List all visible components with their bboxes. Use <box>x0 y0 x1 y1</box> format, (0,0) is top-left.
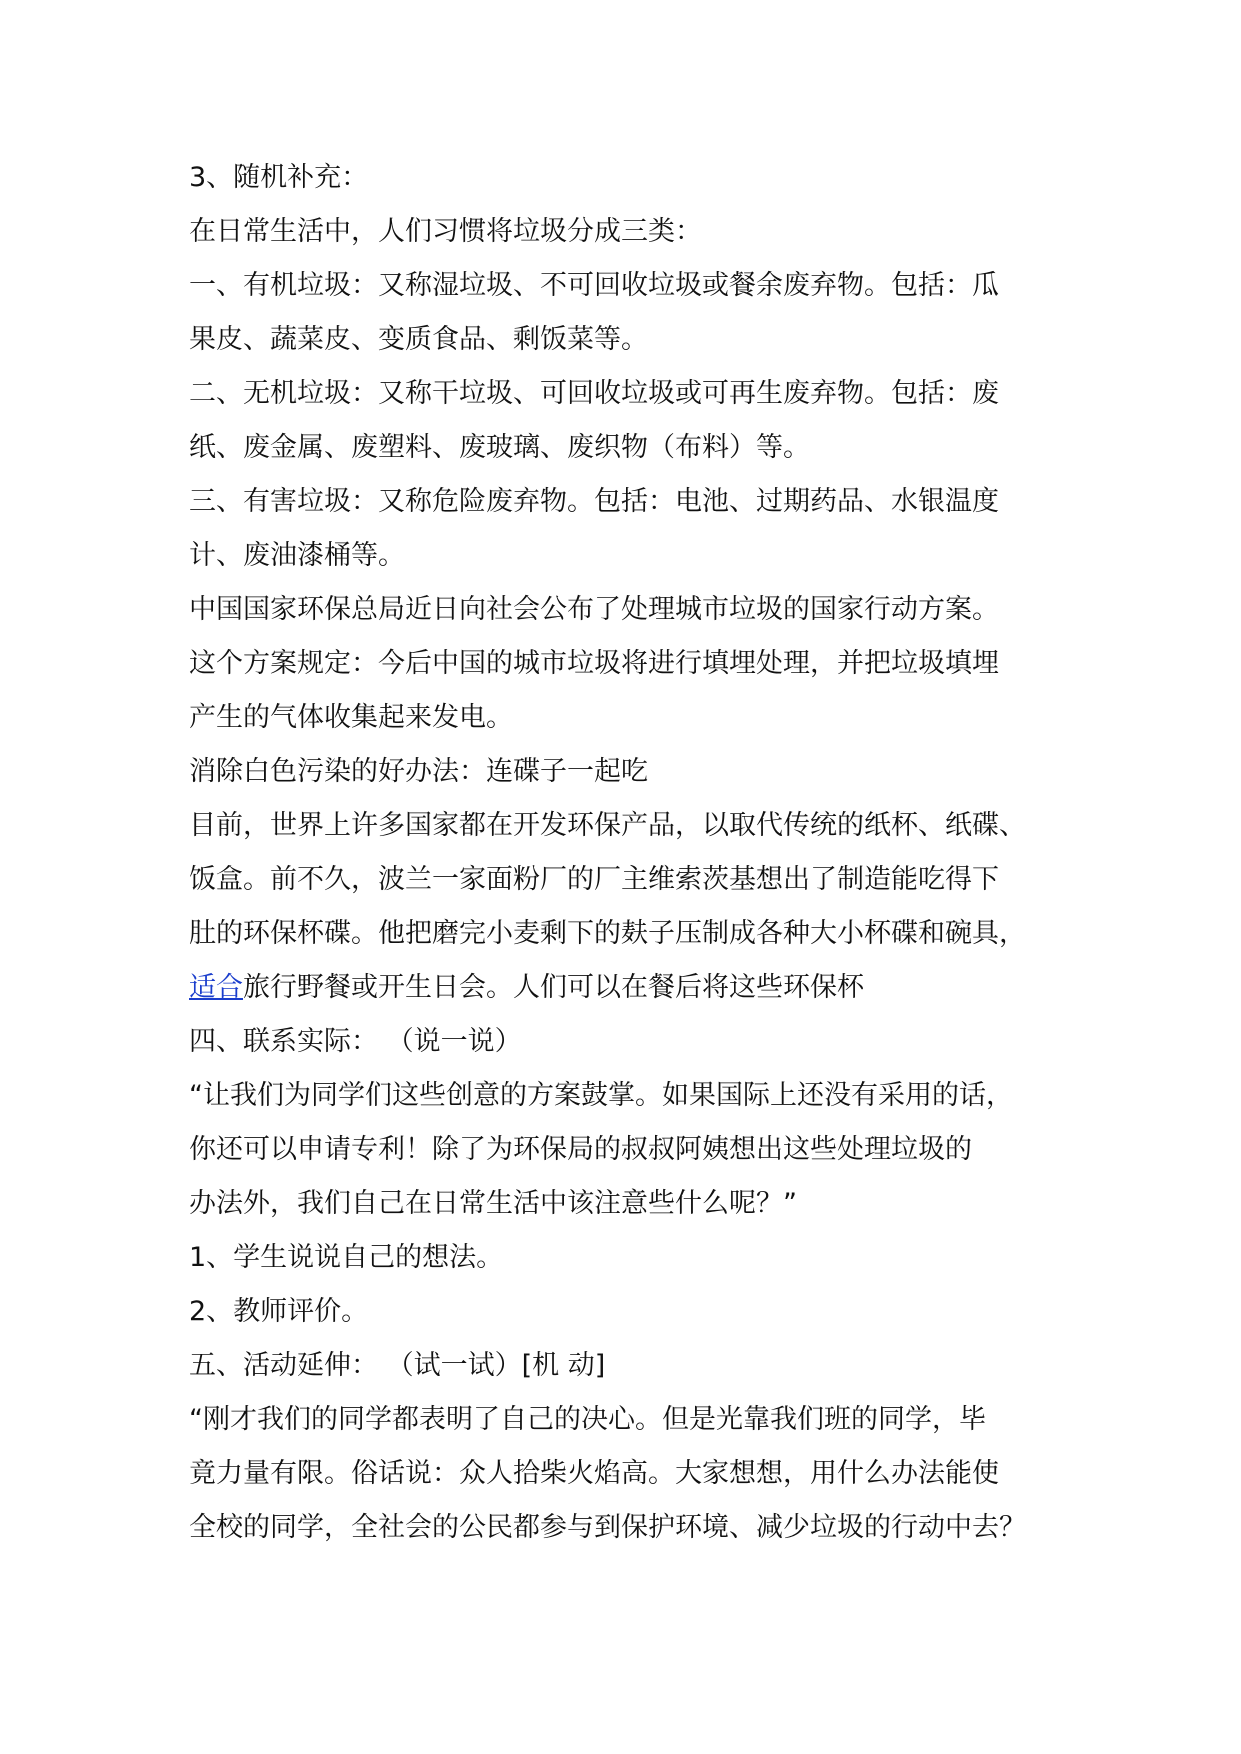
text-line: 1、学生说说自己的想法。 <box>189 1242 504 1273</box>
text-line: 这个方案规定：今后中国的城市垃圾将进行填埋处理，并把垃圾填埋 <box>189 648 999 679</box>
text-line: “刚才我们的同学都表明了自己的决心。但是光靠我们班的同学，毕 <box>189 1404 986 1435</box>
text-line: 四、联系实际： （说一说） <box>189 1026 522 1057</box>
text-line: 你还可以申请专利！除了为环保局的叔叔阿姨想出这些处理垃圾的 <box>189 1134 972 1165</box>
text-line: 肚的环保杯碟。他把磨完小麦剩下的麸子压制成各种大小杯碟和碗具， <box>189 918 1026 949</box>
text-line: 一、有机垃圾：又称湿垃圾、不可回收垃圾或餐余废弃物。包括：瓜 <box>189 270 999 301</box>
text-line: 五、活动延伸： （试一试）[机 动] <box>189 1350 606 1381</box>
text-line: 二、无机垃圾：又称干垃圾、可回收垃圾或可再生废弃物。包括：废 <box>189 378 999 409</box>
text-line: 饭盒。前不久，波兰一家面粉厂的厂主维索茨基想出了制造能吃得下 <box>189 864 999 895</box>
suitable-link[interactable]: 适合 <box>189 972 243 1003</box>
text-line: 2、教师评价。 <box>189 1296 369 1327</box>
text-line: 计、废油漆桶等。 <box>189 540 405 571</box>
document-body <box>189 158 1079 1562</box>
text-line: 办法外，我们自己在日常生活中该注意些什么呢？” <box>189 1188 797 1219</box>
text-line: 纸、废金属、废塑料、废玻璃、废织物（布料）等。 <box>189 432 810 463</box>
text-line: 产生的气体收集起来发电。 <box>189 702 513 733</box>
text-line: 消除白色污染的好办法：连碟子一起吃 <box>189 756 648 787</box>
text-line: 中国国家环保总局近日向社会公布了处理城市垃圾的国家行动方案。 <box>189 594 999 625</box>
text-line: “让我们为同学们这些创意的方案鼓掌。如果国际上还没有采用的话， <box>189 1080 1013 1111</box>
text-line: 三、有害垃圾：又称危险废弃物。包括：电池、过期药品、水银温度 <box>189 486 999 517</box>
text-line: 目前，世界上许多国家都在开发环保产品，以取代传统的纸杯、纸碟、 <box>189 810 1026 841</box>
text-line: 竟力量有限。俗话说：众人拾柴火焰高。大家想想，用什么办法能使 <box>189 1458 999 1489</box>
text-line-with-link <box>189 968 1079 1022</box>
link-line-rest: 旅行野餐或开生日会。人们可以在餐后将这些环保杯 <box>243 972 864 1003</box>
text-line: 果皮、蔬菜皮、变质食品、剩饭菜等。 <box>189 324 648 355</box>
text-line: 3、随机补充： <box>189 162 369 193</box>
text-line: 全校的同学，全社会的公民都参与到保护环境、减少垃圾的行动中去？ <box>189 1512 1026 1543</box>
text-line: 在日常生活中，人们习惯将垃圾分成三类： <box>189 216 702 247</box>
